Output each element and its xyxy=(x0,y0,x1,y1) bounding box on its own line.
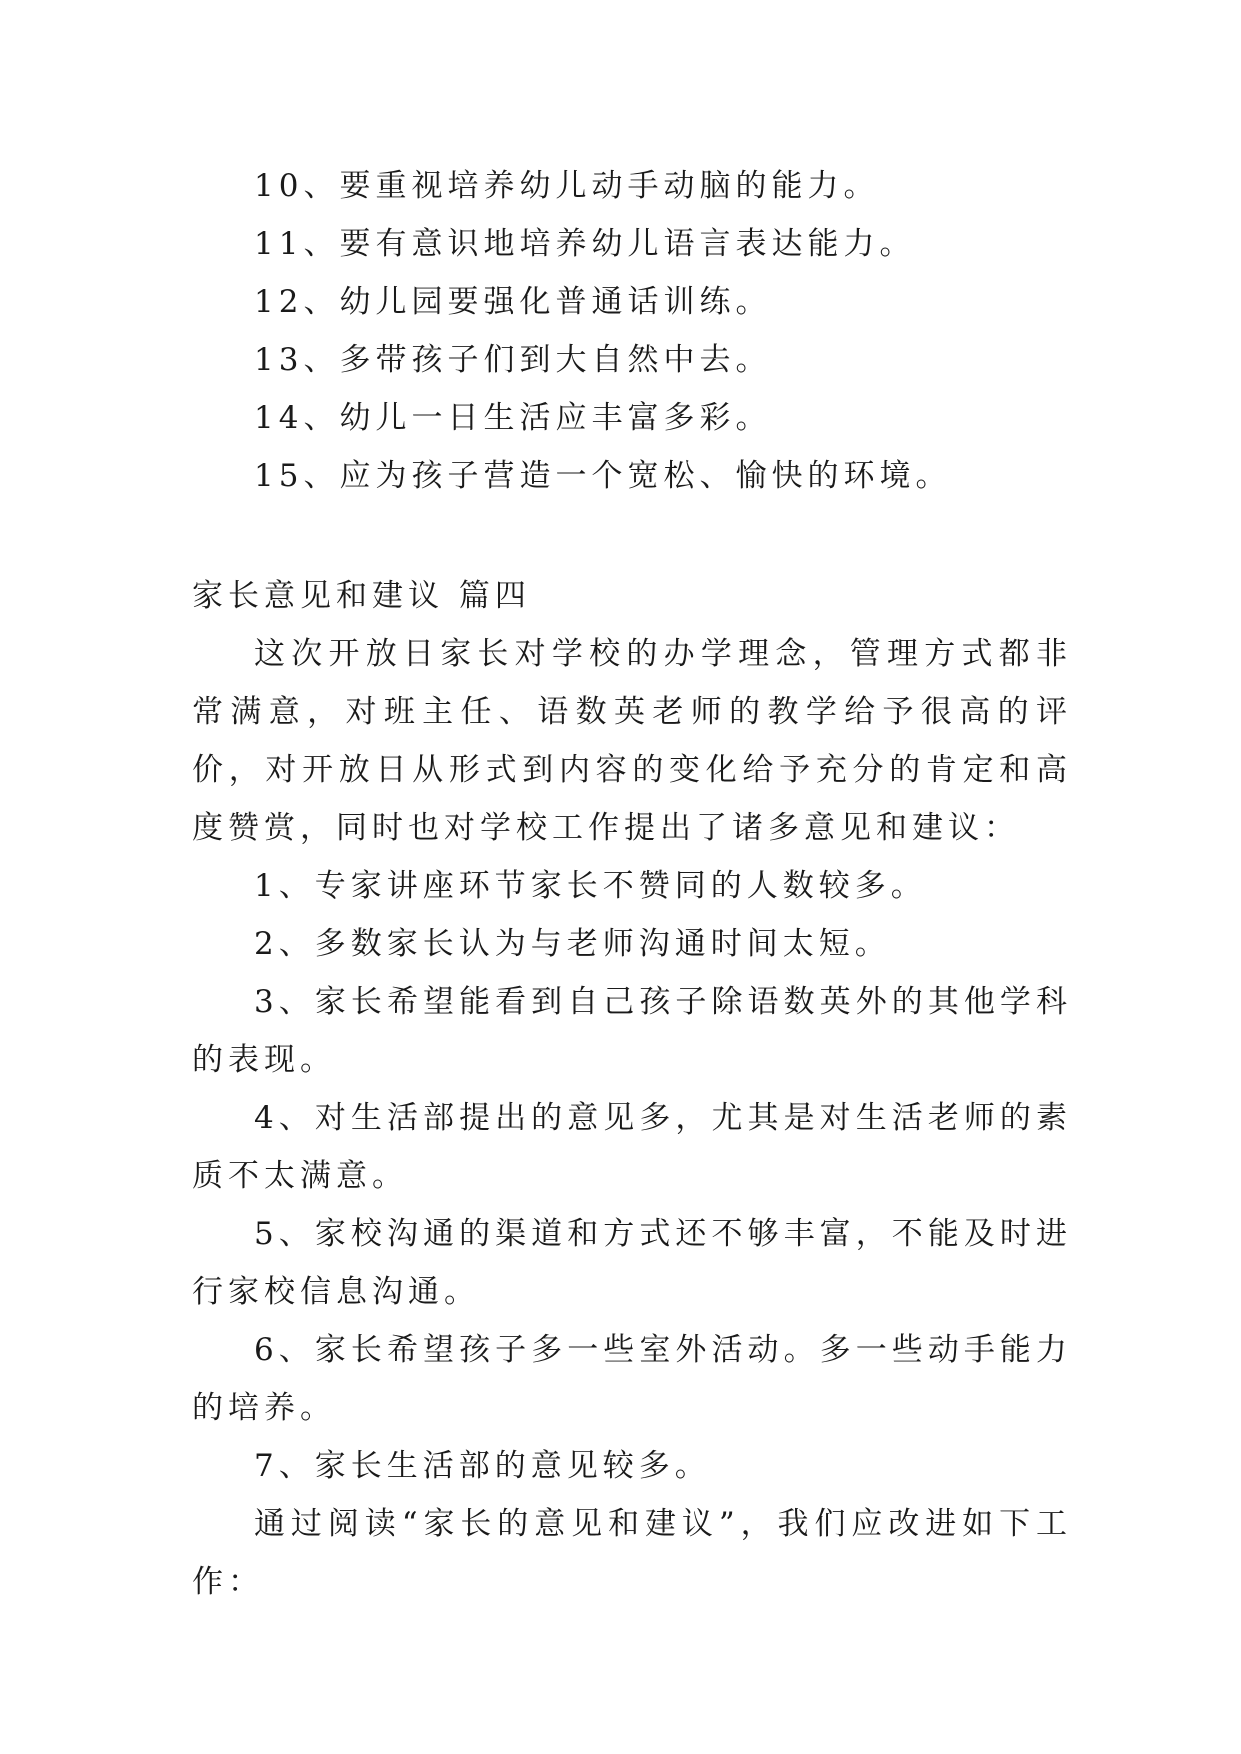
suggestion-list-continued xyxy=(192,157,1062,505)
feedback-item: 6、家长希望孩子多一些室外活动。多一些动手能力的培养。 xyxy=(192,1332,1072,1426)
feedback-item: 3、家长希望能看到自己孩子除语数英外的其他学科的表现。 xyxy=(192,984,1072,1078)
list-item: 11、要有意识地培养幼儿语言表达能力。 xyxy=(254,226,916,262)
list-item: 13、多带孩子们到大自然中去。 xyxy=(254,342,772,378)
list-item: 14、幼儿一日生活应丰富多彩。 xyxy=(254,400,772,436)
list-item: 10、要重视培养幼儿动手动脑的能力。 xyxy=(254,168,880,204)
feedback-item: 7、家长生活部的意见较多。 xyxy=(254,1448,711,1484)
feedback-item: 2、多数家长认为与老师沟通时间太短。 xyxy=(254,926,891,962)
list-item: 12、幼儿园要强化普通话训练。 xyxy=(254,284,772,320)
closing-paragraph: 通过阅读“家长的意见和建议”，我们应改进如下工作： xyxy=(192,1506,1072,1600)
section-heading: 家长意见和建议 篇四 xyxy=(192,578,531,614)
section-body xyxy=(192,625,1072,1611)
feedback-item: 1、专家讲座环节家长不赞同的人数较多。 xyxy=(254,868,927,904)
intro-paragraph: 这次开放日家长对学校的办学理念，管理方式都非常满意，对班主任、语数英老师的教学给予很高的评价，对开放日从形式到内容的变化给予充分的肯定和高度赞赏，同时也对学校工作提出了诸多意见和建议： xyxy=(192,636,1072,846)
feedback-item: 5、家校沟通的渠道和方式还不够丰富，不能及时进行家校信息沟通。 xyxy=(192,1216,1072,1310)
feedback-item: 4、对生活部提出的意见多，尤其是对生活老师的素质不太满意。 xyxy=(192,1100,1072,1194)
list-item: 15、应为孩子营造一个宽松、愉快的环境。 xyxy=(254,458,952,494)
